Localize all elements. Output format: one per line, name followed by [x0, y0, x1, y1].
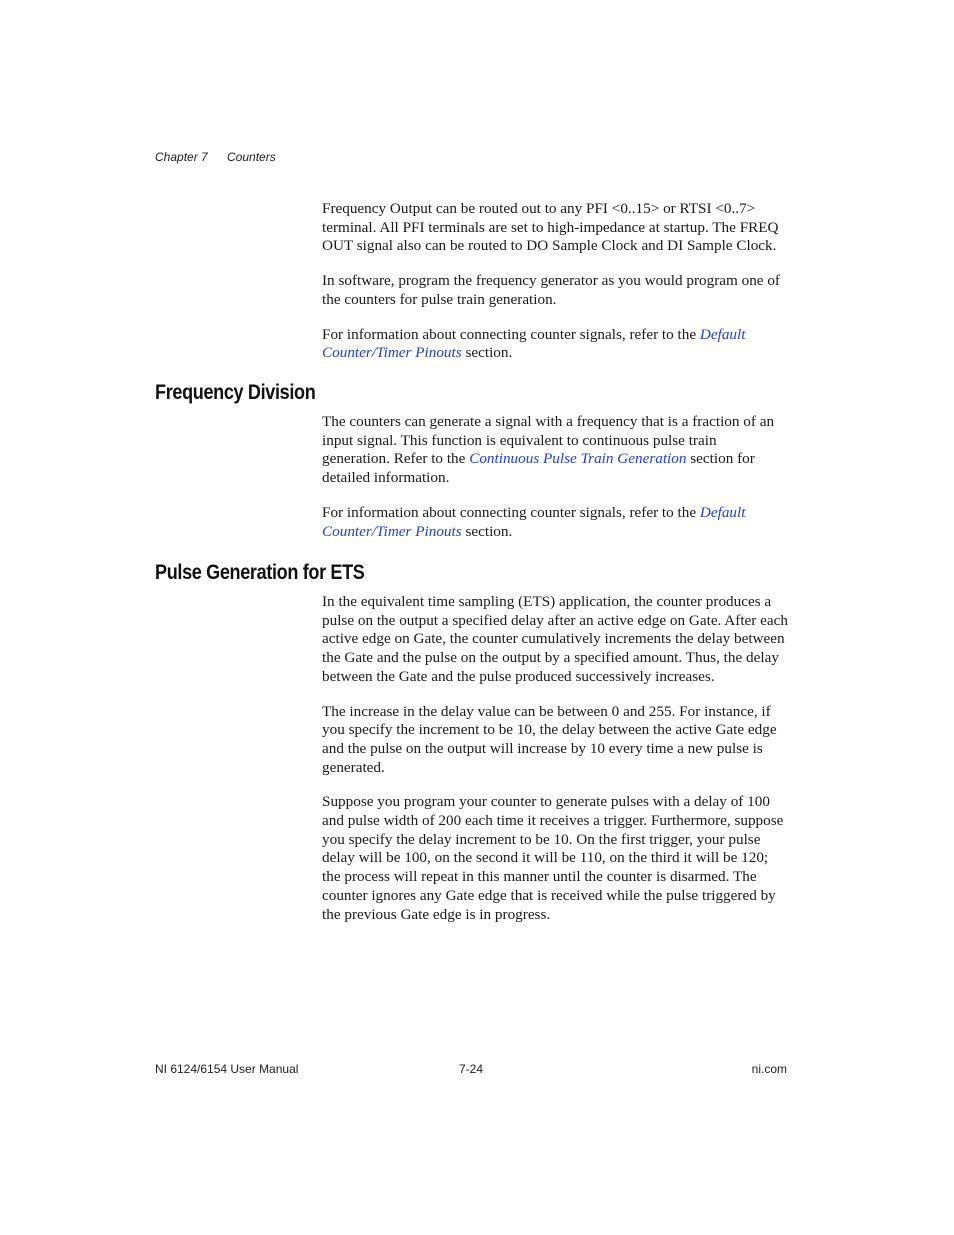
section-heading-pulse-generation-ets: Pulse Generation for ETS	[155, 561, 365, 584]
paragraph: Frequency Output can be routed out to any PFI <0..15> or RTSI <0..7> terminal. All PFI terminals are set to high-impedance at startup. The FREQ OUT signal also can be routed to DO Sample Clock and DI Sample Clock.	[322, 200, 779, 255]
page-number: 7-24	[459, 1062, 484, 1076]
paragraph: In the equivalent time sampling (ETS) application, the counter produces a pulse on the output a specified delay after an active edge on Gate. After each active edge on Gate, the counter cumulatively increments the delay between the Gate and the pulse on the output by a specified amount. Thus, the delay between the Gate and the pulse produced successively increases.	[322, 593, 788, 685]
paragraph: Suppose you program your counter to generate pulses with a delay of 100 and pulse width of 200 each time it receives a trigger. Furthermore, suppose you specify the delay increment to be 10. On the first trigger, your pulse delay will be 100, on the second it will be 110, on the third it will be 120; the process will repeat in this manner until the counter is disarmed. The counter ignores any Gate edge that is received while the pulse triggered by the previous Gate edge is in progress.	[322, 793, 784, 923]
intro-section	[322, 200, 788, 363]
paragraph: In software, program the frequency generator as you would program one of the counters for pulse train generation.	[322, 272, 780, 308]
default-pinouts-link[interactable]: Default Counter/Timer Pinouts	[322, 325, 746, 362]
text-run: The counters can generate a signal with a frequency that is a fraction of an input signal. This function is equivalent to continuous pulse train generation. Refer to the	[322, 413, 775, 468]
manual-title: NI 6124/6154 User Manual	[155, 1062, 299, 1076]
text-run: For information about connecting counter signals, refer to the	[322, 503, 700, 521]
running-header	[155, 150, 276, 164]
continuous-pulse-train-link[interactable]: Continuous Pulse Train Generation	[469, 450, 687, 468]
text-run: section for detailed information.	[322, 450, 755, 487]
frequency-division-section	[322, 413, 788, 541]
paragraph: The increase in the delay value can be between 0 and 255. For instance, if you specify the increment to be 10, the delay between the active Gate edge and the pulse on the output will increase by 10 every time a new pulse is generated.	[322, 702, 777, 776]
chapter-label: Chapter 7	[155, 150, 208, 164]
chapter-title: Counters	[227, 150, 276, 164]
site-url: ni.com	[751, 1062, 787, 1076]
paragraph	[322, 413, 788, 488]
section-heading-frequency-division: Frequency Division	[155, 381, 316, 404]
text-run: For information about connecting counter signals, refer to the	[322, 325, 700, 343]
paragraph	[322, 504, 788, 541]
pulse-generation-section	[322, 593, 788, 924]
default-pinouts-link[interactable]: Default Counter/Timer Pinouts	[322, 503, 746, 540]
paragraph	[322, 326, 788, 363]
text-run: section.	[461, 344, 513, 362]
text-run: section.	[461, 522, 513, 540]
